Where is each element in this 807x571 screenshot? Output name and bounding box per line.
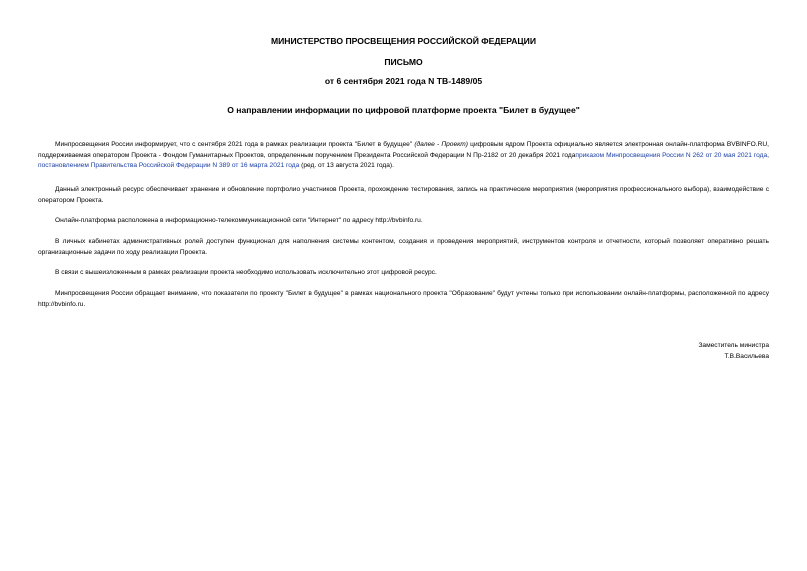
paragraph-6: Минпросвещения России обращает внимание, что показатели по проекту "Билет в будущее" в рамках национального проекта "Образование" будут учтены только при использовании онлайн-платформы, расположенной по адресу http://bvbinfo.ru. [38,290,769,308]
paragraph-1 [38,140,769,172]
signature-name: Т.В.Васильева [724,353,769,360]
paragraph-4: В личных кабинетах административных ролей доступен функционал для наполнения системы контентом, создания и проведения мероприятий, инструментов контроля и отчетности, который позволяет оперативно решать организационные задачи по ходу реализации Проекта. [38,238,769,256]
signature-title: Заместитель министра [698,342,769,349]
paragraph-1-text-cont: цифровым ядром Проекта официально является электронная онлайн-платформа BVBINFO.RU, поддерживаемая оператором Проекта - Фондом Гуманитарных Проектов, определенным поручением Президента Российской Федерации N Пр-2182 от 20 декабря 2021 года [38,141,769,159]
document-date-number: от 6 сентября 2021 года N ТВ-1489/05 [324,76,483,86]
order-link[interactable]: приказом Минпросвещения России N 262 от 20 мая 2021 года [575,151,768,159]
paragraph-1-separator: , [767,151,769,159]
document-subject: О направлении информации по цифровой платформе проекта "Билет в будущее" [227,105,580,115]
paragraph-1-italic: (далее - Проект) [414,141,468,148]
document-type: ПИСЬМО [384,57,423,67]
paragraph-5: В связи с вышеизложенным в рамках реализации проекта необходимо использовать исключительно этот цифровой ресурс. [55,269,437,276]
paragraph-3: Онлайн-платформа расположена в информационно-телекоммуникационной сети "Интернет" по адресу http://bvbinfo.ru. [55,217,423,224]
paragraph-1-text: Минпросвещения России информирует, что с сентября 2021 года в рамках реализации проекта "Билет в будущее" [55,141,415,148]
ministry-heading: МИНИСТЕРСТВО ПРОСВЕЩЕНИЯ РОССИЙСКОЙ ФЕДЕРАЦИИ [270,36,537,46]
paragraph-2: Данный электронный ресурс обеспечивает хранение и обновление портфолио участников Проекта, прохождение тестирования, запись на практические мероприятия (мероприятия профессионального выбора), взаимодействие с оператором Проекта. [38,186,769,204]
resolution-link[interactable]: постановлением Правительства Российской Федерации N 389 от 16 марта 2021 года [38,162,300,169]
paragraph-1-tail: (ред. от 13 августа 2021 года). [299,162,394,169]
